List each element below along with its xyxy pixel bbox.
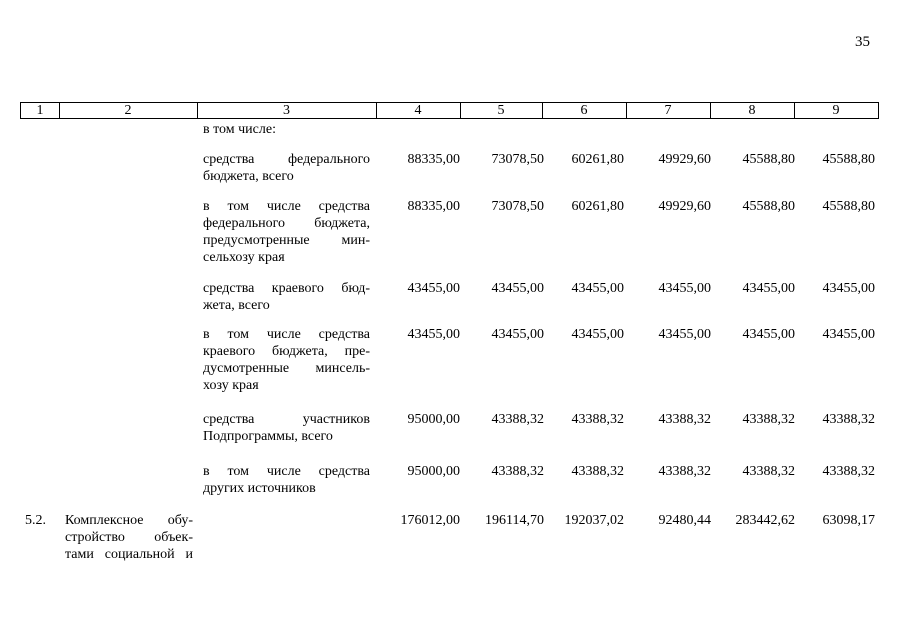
description-line: краевого бюджета, пре-: [203, 344, 370, 359]
value-cell: 45588,80: [742, 199, 795, 214]
value-cell: 43388,32: [822, 464, 875, 479]
value-cell: 88335,00: [407, 199, 460, 214]
value-cell: 60261,80: [571, 152, 624, 167]
description-line: бюджета, всего: [203, 169, 294, 184]
value-cell: 73078,50: [491, 152, 544, 167]
value-cell: 95000,00: [407, 412, 460, 427]
value-cell: 45588,80: [822, 152, 875, 167]
value-cell: 43388,32: [658, 412, 711, 427]
item-value-cell: 283442,62: [735, 513, 795, 528]
header-cell: 1: [36, 103, 44, 118]
value-cell: 43388,32: [822, 412, 875, 427]
value-cell: 43455,00: [742, 281, 795, 296]
header-cell: 5: [497, 103, 505, 118]
description-line: сельхозу края: [203, 250, 285, 265]
description-line: Подпрограммы, всего: [203, 429, 333, 444]
page-number: 35: [855, 34, 870, 50]
value-cell: 43455,00: [658, 327, 711, 342]
value-cell: 43388,32: [742, 464, 795, 479]
item-name-line: Комплексное обу-: [65, 513, 193, 528]
value-cell: 43455,00: [822, 327, 875, 342]
description-line: средства участников: [203, 412, 370, 427]
description-line: средства федерального: [203, 152, 370, 167]
value-cell: 43455,00: [571, 327, 624, 342]
value-cell: 43388,32: [571, 412, 624, 427]
description-line: других источников: [203, 481, 316, 496]
item-name: [65, 512, 193, 563]
header-cell: 2: [124, 103, 132, 118]
table-header: [20, 102, 879, 119]
item-value-cell: 63098,17: [822, 513, 875, 528]
item-name-line: стройство объек-: [65, 530, 193, 545]
value-cell: 60261,80: [571, 199, 624, 214]
item-value-cell: 192037,02: [564, 513, 624, 528]
row-description: [203, 463, 370, 497]
value-cell: 49929,60: [658, 152, 711, 167]
header-cell: 8: [748, 103, 756, 118]
header-cell: 4: [414, 103, 422, 118]
item-value-cell: 176012,00: [400, 513, 460, 528]
value-cell: 43455,00: [407, 327, 460, 342]
item-name-line: тами социальной и: [65, 547, 193, 562]
value-cell: 88335,00: [407, 152, 460, 167]
header-cell: 6: [580, 103, 588, 118]
value-cell: 45588,80: [822, 199, 875, 214]
description-line: средства краевого бюд-: [203, 281, 370, 296]
description-line: федерального бюджета,: [203, 216, 370, 231]
value-cell: 43388,32: [571, 464, 624, 479]
row-description: [203, 151, 370, 185]
value-cell: 73078,50: [491, 199, 544, 214]
value-cell: 43455,00: [407, 281, 460, 296]
description-line: в том числе средства: [203, 464, 370, 479]
header-cell: 3: [283, 103, 290, 118]
item-number: 5.2.: [25, 513, 46, 528]
value-cell: 43388,32: [491, 412, 544, 427]
value-cell: 95000,00: [407, 464, 460, 479]
value-cell: 43455,00: [658, 281, 711, 296]
value-cell: 43455,00: [491, 281, 544, 296]
description-line: хозу края: [203, 378, 259, 393]
value-cell: 45588,80: [742, 152, 795, 167]
value-cell: 43455,00: [571, 281, 624, 296]
item-value-cell: 196114,70: [485, 513, 544, 528]
value-cell: 43388,32: [491, 464, 544, 479]
description-line: жета, всего: [203, 298, 270, 313]
row-description: [203, 198, 370, 266]
description-line: дусмотренные минсель-: [203, 361, 370, 376]
description-line: в том числе средства: [203, 327, 370, 342]
row-description: [203, 411, 370, 445]
description-line: в том числе средства: [203, 199, 370, 214]
row-description: [203, 326, 370, 394]
intro-text: в том числе:: [203, 122, 276, 137]
item-value-cell: 92480,44: [658, 513, 711, 528]
value-cell: 43388,32: [658, 464, 711, 479]
header-cell: 9: [832, 103, 840, 118]
value-cell: 43455,00: [491, 327, 544, 342]
value-cell: 49929,60: [658, 199, 711, 214]
value-cell: 43455,00: [742, 327, 795, 342]
description-line: предусмотренные мин-: [203, 233, 370, 248]
value-cell: 43388,32: [742, 412, 795, 427]
header-cell: 7: [664, 103, 672, 118]
value-cell: 43455,00: [822, 281, 875, 296]
row-description: [203, 280, 370, 314]
